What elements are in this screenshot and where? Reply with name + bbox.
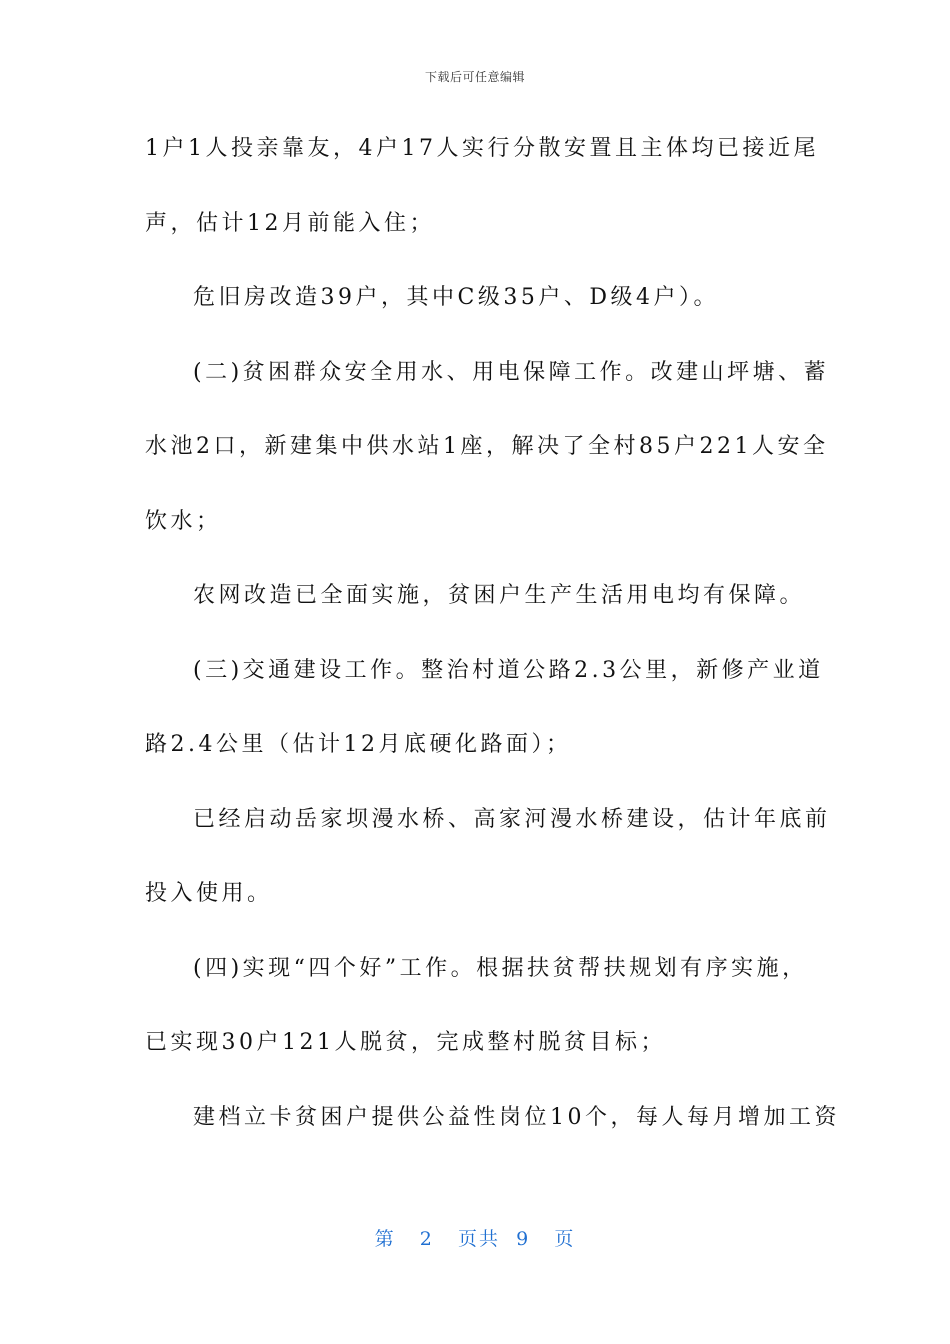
text-line: 声，估计12月前能入住；: [145, 210, 435, 236]
text-line: 投入使用。: [145, 881, 273, 906]
footer-label-of: 页共: [458, 1228, 501, 1250]
text-line: 水池2口，新建集中供水站1座，解决了全村85户221人安全: [145, 434, 829, 459]
footer-total-pages: 9: [516, 1228, 531, 1250]
footer-current-page: 2: [419, 1228, 434, 1250]
text-line: (二)贫困群众安全用水、用电保障工作。改建山坪塘、蓄: [193, 359, 830, 385]
text-line: 农网改造已全面实施，贫困户生产生活用电均有保障。: [193, 583, 806, 608]
footer-label-end: 页: [554, 1228, 576, 1250]
text-line: 已经启动岳家坝漫水桥、高家河漫水桥建设，估计年底前: [193, 806, 831, 832]
text-line: 已实现30户121人脱贫，完成整村脱贫目标；: [145, 1030, 666, 1055]
footer-label-page: 第: [374, 1228, 396, 1250]
text-line: (三)交通建设工作。整治村道公路2.3公里，新修产业道: [193, 657, 824, 683]
text-line: 1户1人投亲靠友，4户17人实行分散安置且主体均已接近尾: [145, 136, 819, 161]
text-line: 路2.4公里（估计12月底硬化路面）；: [145, 732, 572, 757]
page-footer: [0, 1224, 950, 1251]
document-body: [145, 112, 840, 1155]
text-line: 饮水；: [145, 508, 222, 534]
text-line: 危旧房改造39户，其中C级35户、D级4户）。: [193, 285, 719, 310]
header-note: 下载后可任意编辑: [424, 70, 525, 84]
text-line: (四)实现“四个好”工作。根据扶贫帮扶规划有序实施，: [193, 955, 808, 981]
text-line: 建档立卡贫困户提供公益性岗位10个，每人每月增加工资: [193, 1104, 840, 1130]
